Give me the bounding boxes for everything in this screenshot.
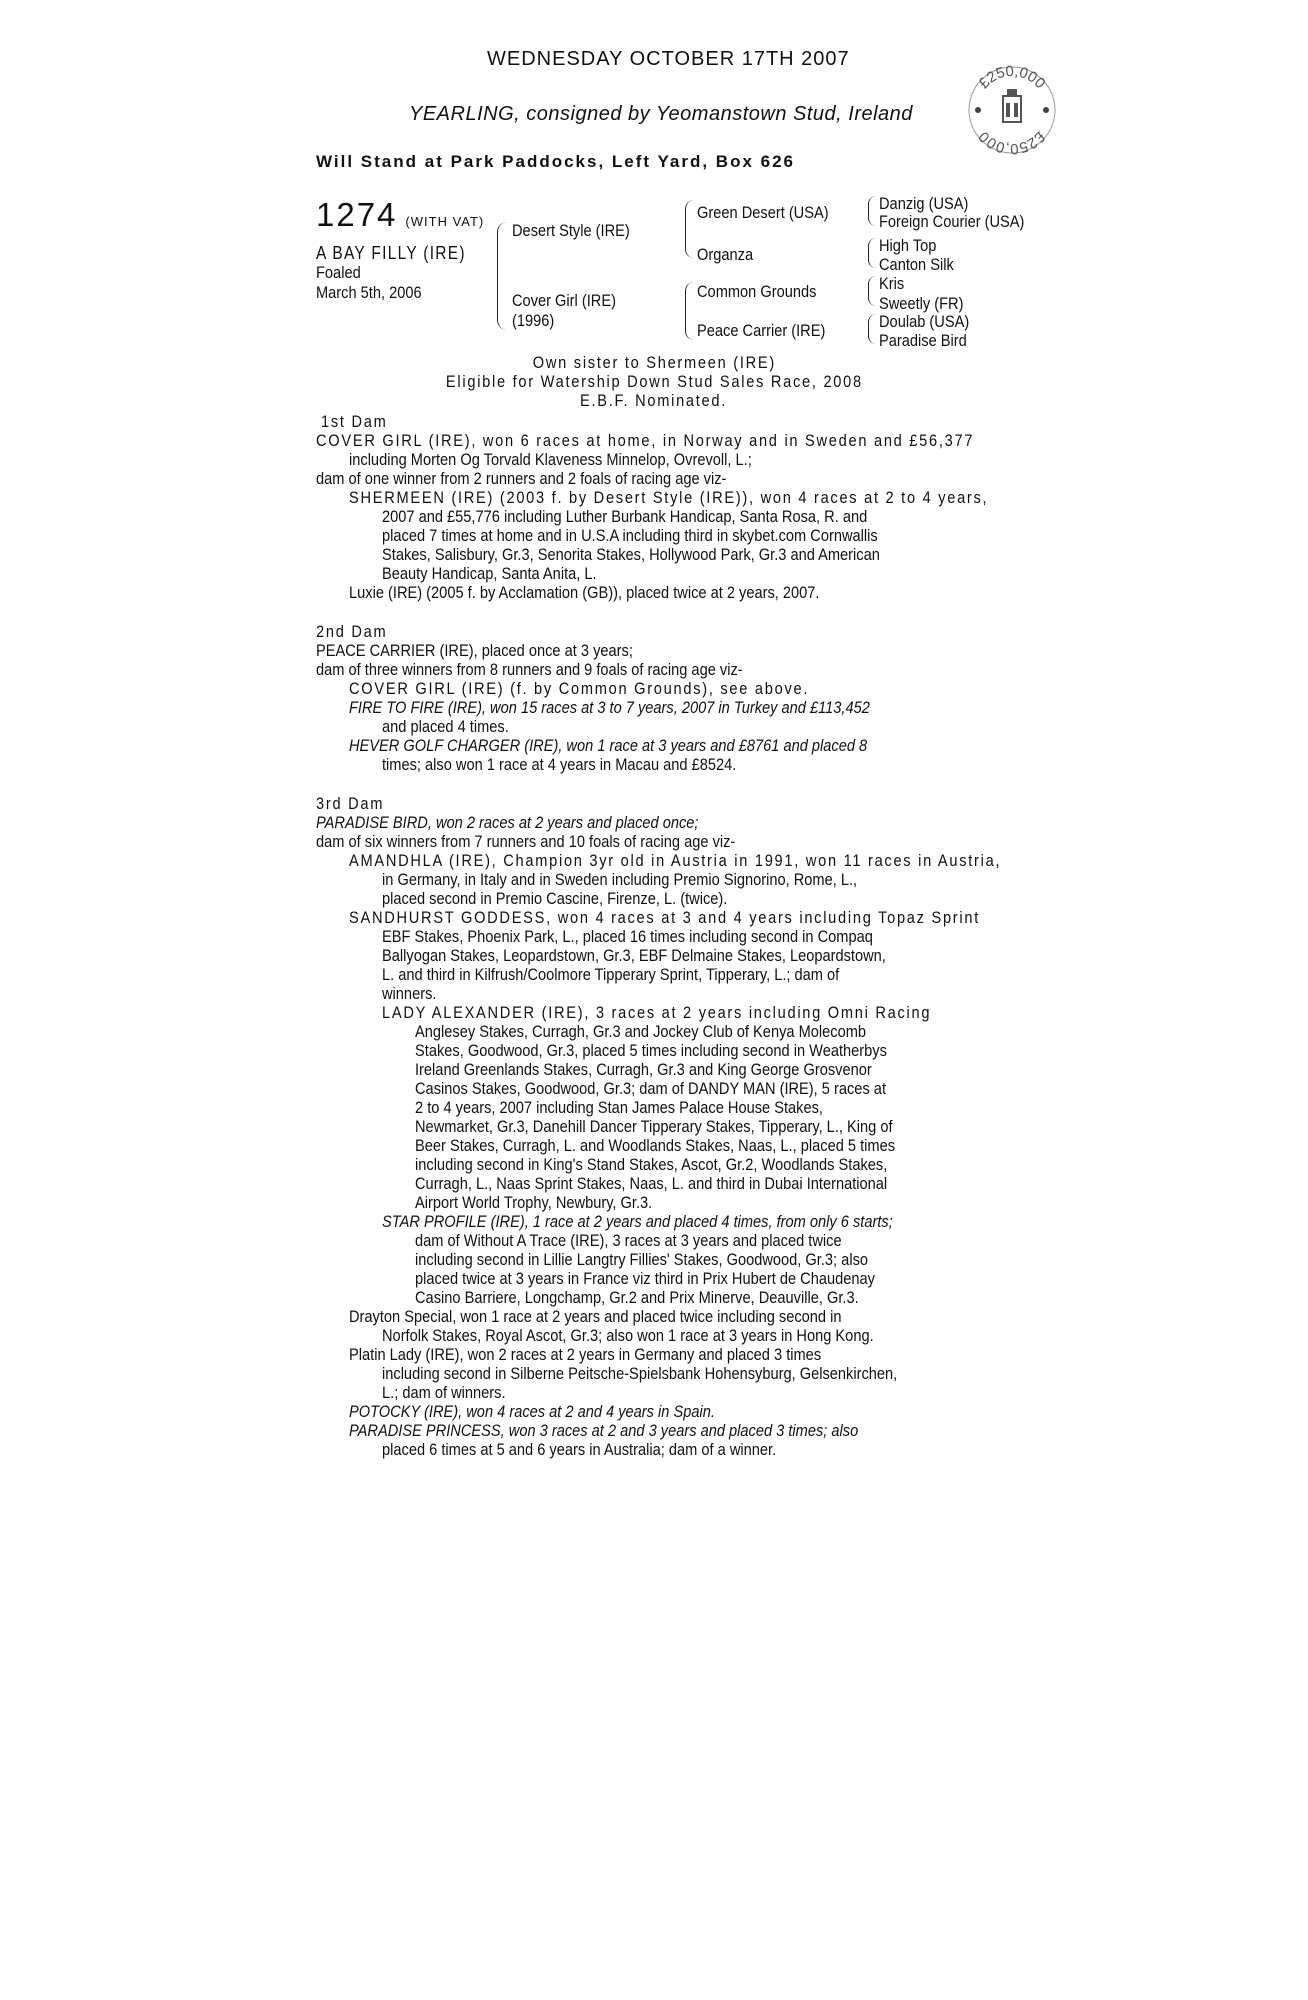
pedigree-sire-sire: Green Desert (USA): [697, 203, 829, 222]
third-dam-line: EBF Stakes, Phoenix Park, L., placed 16 times including second in Compaq: [382, 927, 873, 946]
third-dam-line: SANDHURST GODDESS, won 4 races at 3 and 4 years including Topaz Sprint: [349, 908, 980, 927]
third-dam-line: winners.: [382, 984, 437, 1003]
foaled-date: March 5th, 2006: [316, 283, 422, 302]
first-dam-line: Luxie (IRE) (2005 f. by Acclamation (GB)), placed twice at 2 years, 2007.: [349, 583, 820, 602]
third-dam-line: Curragh, L., Naas Sprint Stakes, Naas, L. and third in Dubai International: [415, 1174, 888, 1193]
note-sister: Own sister to Shermeen (IRE): [532, 353, 776, 372]
sale-date: WEDNESDAY OCTOBER 17TH 2007: [487, 48, 850, 70]
third-dam-line: placed second in Premio Cascine, Firenze, L. (twice).: [382, 889, 728, 908]
second-dam-line: PEACE CARRIER (IRE), placed once at 3 years;: [316, 641, 633, 660]
pedigree-gg-4: Canton Silk: [879, 255, 954, 274]
auction-stamp-icon: [966, 64, 1058, 156]
third-dam-line: PARADISE PRINCESS, won 3 races at 2 and 3 years and placed 3 times; also: [349, 1421, 859, 1440]
pedigree-sire-dam: Organza: [697, 245, 754, 264]
third-dam-line: Casino Barriere, Longchamp, Gr.2 and Prix Minerve, Deauville, Gr.3.: [415, 1288, 859, 1307]
note-eligible: Eligible for Watership Down Stud Sales Race, 2008: [445, 372, 863, 391]
first-dam-line: Stakes, Salisbury, Gr.3, Senorita Stakes, Hollywood Park, Gr.3 and American: [382, 545, 880, 564]
first-dam-line: COVER GIRL (IRE), won 6 races at home, in Norway and in Sweden and £56,377: [316, 431, 975, 450]
first-dam-line: Beauty Handicap, Santa Anita, L.: [382, 564, 597, 583]
third-dam-line: Platin Lady (IRE), won 2 races at 2 years in Germany and placed 3 times: [349, 1345, 822, 1364]
lot-description: [316, 244, 466, 302]
pedigree-bracket: [497, 222, 508, 330]
svg-text:£250,000: [975, 64, 1048, 92]
pedigree-dam-year: (1996): [512, 311, 555, 330]
third-dam-line: 2 to 4 years, 2007 including Stan James Palace House Stakes,: [415, 1098, 823, 1117]
third-dam-line: Newmarket, Gr.3, Danehill Dancer Tipperary Stakes, Tipperary, L., King of: [415, 1117, 893, 1136]
gg-bracket-4: [868, 314, 876, 344]
pedigree-dam-dam: Peace Carrier (IRE): [697, 321, 826, 340]
first-dam-line: SHERMEEN (IRE) (2003 f. by Desert Style (IRE)), won 4 races at 2 to 4 years,: [349, 488, 989, 507]
first-dam-line: including Morten Og Torvald Klaveness Minnelop, Ovrevoll, L.;: [349, 450, 752, 469]
foaled-label: Foaled: [316, 263, 361, 282]
note-ebf: E.B.F. Nominated.: [580, 391, 728, 410]
pedigree-gg-2: Foreign Courier (USA): [879, 212, 1025, 231]
third-dam-line: Airport World Trophy, Newbury, Gr.3.: [415, 1193, 653, 1212]
third-dam-line: Ballyogan Stakes, Leopardstown, Gr.3, EBF Delmaine Stakes, Leopardstown,: [382, 946, 886, 965]
second-dam-line: FIRE TO FIRE (IRE), won 15 races at 3 to 7 years, 2007 in Turkey and £113,452: [349, 698, 870, 717]
pedigree-gg-7: Doulab (USA): [879, 312, 970, 331]
pedigree-gg-6: Sweetly (FR): [879, 294, 964, 313]
gg-bracket-3: [868, 276, 876, 306]
second-dam-line: COVER GIRL (IRE) (f. by Common Grounds), see above.: [349, 679, 810, 698]
third-dam-line: PARADISE BIRD, won 2 races at 2 years and placed once;: [316, 813, 699, 832]
second-dam-line: and placed 4 times.: [382, 717, 509, 736]
lot-number-value: 1274: [316, 196, 398, 233]
pedigree-gg-3: High Top: [879, 236, 937, 255]
third-dam-heading: 3rd Dam: [316, 794, 385, 813]
pedigree-gg-1: Danzig (USA): [879, 194, 969, 213]
svg-text:£250,000: [975, 128, 1048, 156]
lot-number: [316, 196, 484, 234]
pedigree-gg-5: Kris: [879, 274, 905, 293]
third-dam-line: LADY ALEXANDER (IRE), 3 races at 2 years including Omni Racing: [382, 1003, 932, 1022]
dam-bracket: [685, 282, 694, 340]
pedigree-dam: Cover Girl (IRE): [512, 291, 616, 310]
sire-bracket: [685, 200, 694, 258]
gg-bracket-1: [868, 196, 876, 226]
third-dam-line: Norfolk Stakes, Royal Ascot, Gr.3; also won 1 race at 3 years in Hong Kong.: [382, 1326, 874, 1345]
third-dam-line: L. and third in Kilfrush/Coolmore Tipperary Sprint, Tipperary, L.; dam of: [382, 965, 840, 984]
third-dam-line: L.; dam of winners.: [382, 1383, 506, 1402]
third-dam-line: including second in King's Stand Stakes, Ascot, Gr.2, Woodlands Stakes,: [415, 1155, 888, 1174]
stand-location: Will Stand at Park Paddocks, Left Yard, Box 626: [316, 152, 795, 171]
third-dam-line: in Germany, in Italy and in Sweden including Premio Signorino, Rome, L.,: [382, 870, 858, 889]
third-dam-line: AMANDHLA (IRE), Champion 3yr old in Austria in 1991, won 11 races in Austria,: [349, 851, 1002, 870]
pedigree-dam-sire: Common Grounds: [697, 282, 817, 301]
first-dam-line: placed 7 times at home and in U.S.A including third in skybet.com Cornwallis: [382, 526, 878, 545]
third-dam-line: STAR PROFILE (IRE), 1 race at 2 years and placed 4 times, from only 6 starts;: [382, 1212, 893, 1231]
pedigree-sire: Desert Style (IRE): [512, 221, 630, 240]
pedigree-gg-8: Paradise Bird: [879, 331, 967, 350]
third-dam-line: dam of Without A Trace (IRE), 3 races at 3 years and placed twice: [415, 1231, 842, 1250]
stamp-top-text: £250,000: [975, 64, 1049, 93]
first-dam-heading: 1st Dam: [321, 412, 388, 431]
stamp-bottom-text: £250,000: [975, 127, 1049, 156]
third-dam-line: including second in Lillie Langtry Fillies' Stakes, Goodwood, Gr.3; also: [415, 1250, 869, 1269]
third-dam-line: Anglesey Stakes, Curragh, Gr.3 and Jockey Club of Kenya Molecomb: [415, 1022, 867, 1041]
third-dam-line: Beer Stakes, Curragh, L. and Woodlands Stakes, Naas, L., placed 5 times: [415, 1136, 896, 1155]
third-dam-line: Casinos Stakes, Goodwood, Gr.3; dam of DANDY MAN (IRE), 5 races at: [415, 1079, 887, 1098]
third-dam-line: Stakes, Goodwood, Gr.3, placed 5 times including second in Weatherbys: [415, 1041, 887, 1060]
first-dam-line: 2007 and £55,776 including Luther Burbank Handicap, Santa Rosa, R. and: [382, 507, 868, 526]
vat-note: (WITH VAT): [405, 214, 485, 229]
third-dam-line: placed 6 times at 5 and 6 years in Australia; dam of a winner.: [382, 1440, 777, 1459]
second-dam-heading: 2nd Dam: [316, 622, 388, 641]
third-dam-line: POTOCKY (IRE), won 4 races at 2 and 4 years in Spain.: [349, 1402, 715, 1421]
third-dam-line: including second in Silberne Peitsche-Spielsbank Hohensyburg, Gelsenkirchen,: [382, 1364, 898, 1383]
second-dam-line: dam of three winners from 8 runners and 9 foals of racing age viz-: [316, 660, 743, 679]
third-dam-line: Ireland Greenlands Stakes, Curragh, Gr.3 and King George Grosvenor: [415, 1060, 872, 1079]
lot-name: A BAY FILLY (IRE): [316, 243, 466, 263]
second-dam-line: HEVER GOLF CHARGER (IRE), won 1 race at 3 years and £8761 and placed 8: [349, 736, 868, 755]
gg-bracket-2: [868, 238, 876, 268]
third-dam-line: Drayton Special, won 1 race at 2 years and placed twice including second in: [349, 1307, 842, 1326]
second-dam-line: times; also won 1 race at 4 years in Macau and £8524.: [382, 755, 737, 774]
third-dam-line: placed twice at 3 years in France viz third in Prix Hubert de Chaudenay: [415, 1269, 875, 1288]
consignor-line: YEARLING, consigned by Yeomanstown Stud, Ireland: [409, 103, 913, 125]
first-dam-line: dam of one winner from 2 runners and 2 foals of racing age viz-: [316, 469, 727, 488]
third-dam-line: dam of six winners from 7 runners and 10 foals of racing age viz-: [316, 832, 736, 851]
